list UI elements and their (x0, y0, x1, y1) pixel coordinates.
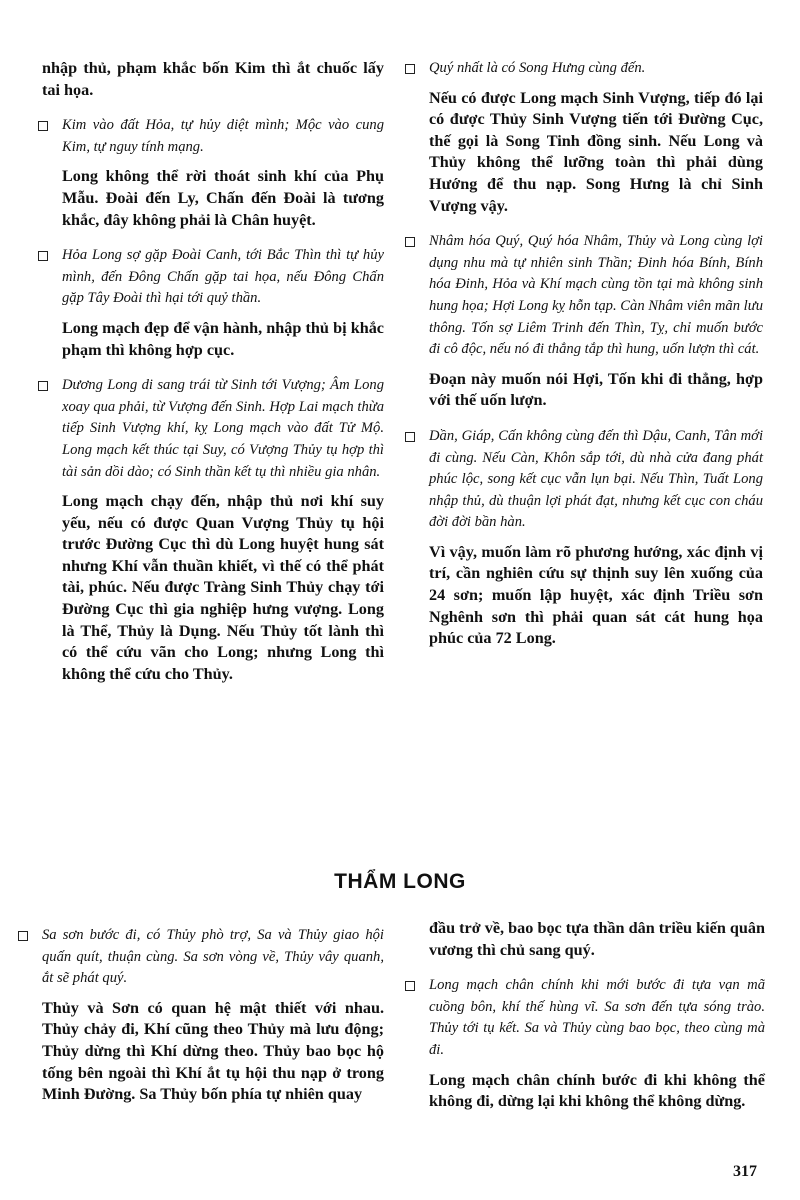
column-bottom-left (18, 925, 384, 1112)
verse-item (38, 375, 384, 483)
checkbox-square-icon (38, 121, 48, 131)
verse-text: Long mạch chân chính khi mới bước đi tựa vạn mã cuồng bôn, khí thế hùng vĩ. Sa sơn đến tựa sóng trào. Thủy tới tụ kết. Sa và Thủy cùng bao bọc, theo cùng mà đi. (429, 977, 765, 1058)
column-bottom-right (405, 918, 765, 1119)
column-top-left (38, 58, 384, 691)
verse-text: Quý nhất là có Song Hưng cùng đến. (429, 60, 646, 76)
section-heading: THẨM LONG (334, 870, 466, 893)
checkbox-square-icon (18, 931, 28, 941)
explanation-text: Long mạch đẹp để vận hành, nhập thủ bị khắc phạm thì không hợp cục. (62, 318, 384, 359)
column-top-right (405, 58, 763, 656)
verse-item (405, 975, 765, 1061)
checkbox-square-icon (38, 251, 48, 261)
explanation-text: Long không thể rời thoát sinh khí của Phụ Mẫu. Đoài đến Ly, Chấn đến Đoài là tương khắc, đây không phải là Chân huyệt. (62, 167, 384, 229)
verse-text: Kim vào đất Hỏa, tự hủy diệt mình; Mộc vào cung Kim, tự nguy tính mạng. (62, 117, 384, 155)
continuation-text: nhập thủ, phạm khắc bốn Kim thì ắt chuốc lấy tai họa. (42, 59, 384, 99)
verse-text: Dương Long di sang trái từ Sinh tới Vượng; Âm Long xoay qua phải, từ Vượng đến Sinh. Hợp Lai mạch thừa tiếp Sinh Vượng khí, kỵ Long mạch vào đất Tử Mộ. Long mạch kết thúc tại Suy, có Vượng Thủy tụ hợp thì tài sản dồi dào; có Sinh thần kết tụ thì nhiều gia nhân. (62, 377, 384, 480)
verse-text: Sa sơn bước đi, có Thủy phò trợ, Sa và Thủy giao hội quấn quít, thuận cùng. Sa sơn vòng về, Thủy vây quanh, ắt sẽ phát quý. (42, 927, 384, 987)
checkbox-square-icon (405, 981, 415, 991)
explanation-text: Thủy và Sơn có quan hệ mật thiết với nhau. Thủy chảy đi, Khí cũng theo Thủy mà lưu động; Thủy dừng thì Khí dừng theo. Thủy bao bọc hộ tống bên ngoài thì Khí ắt tụ hội thu nạp ở trong Minh Đường. Sa Thủy bốn phía tự nhiên quay (42, 998, 384, 1104)
explanation-text: Long mạch chân chính bước đi khi không thể không đi, dừng lại khi không thể không dừng. (429, 1070, 765, 1111)
verse-item (38, 245, 384, 310)
explanation-text: Long mạch chạy đến, nhập thủ nơi khí suy yếu, nếu có được Quan Vượng Thủy tụ hội trước Đường Cục thì dù Long huyệt hung sát nhưng Khí vẫn thuần khiết, vì thế có thể phát tài, phúc. Nếu được Tràng Sinh Thủy chạy tới Đường Cục thì gia nghiệp hưng vượng. Long là Thể, Thủy là Dụng. Nếu Thủy tốt lành thì có thể cứu vãn cho Long; nhưng Long thì không thể cứu cho Thủy. (62, 492, 384, 683)
verse-text: Nhâm hóa Quý, Quý hóa Nhâm, Thủy và Long cùng lợi dụng nhu mà tự nhiên sinh Thần; Đinh hóa Bính, Bính hóa Đinh, Hỏa và Khí mạch cùng tồn tại mà không sinh hung họa; Hợi Long kỵ hỗn tạp. Càn Nhâm viên mãn lưu thông. Tốn sợ Liêm Trinh đến Thìn, Tỵ, chỉ muốn bước đi cô độc, nếu nó đi thẳng tắp thì hung, uốn lượn thì cát. (429, 233, 763, 358)
checkbox-square-icon (405, 237, 415, 247)
explanation-text: Vì vậy, muốn làm rõ phương hướng, xác định vị trí, cần nghiên cứu sự thịnh suy lên xuống của 24 sơn; muốn lập huyệt, xác định Triều sơn Nghênh sơn thì phải quan sát cát hung họa phúc của 72 Long. (429, 542, 763, 648)
verse-item (405, 231, 763, 361)
explanation-text: Đoạn này muốn nói Hợi, Tốn khi đi thẳng, hợp với thế uốn lượn. (429, 369, 763, 410)
verse-item (18, 925, 384, 990)
verse-text: Hỏa Long sợ gặp Đoài Canh, tới Bắc Thìn thì tự hủy mình, đến Đông Chấn gặp tai họa, nếu Đông Chấn gặp Tây Đoài thì hại tới quỷ thần. (62, 247, 384, 307)
page-number: 317 (733, 1163, 757, 1180)
verse-item (405, 58, 763, 80)
verse-item (405, 426, 763, 534)
verse-item (38, 115, 384, 158)
explanation-text: Nếu có được Long mạch Sinh Vượng, tiếp đó lại có được Thủy Sinh Vượng tiến tới Đường Cục, thế gọi là Song Tinh đồng sinh. Nếu Long và Thủy không thể lưỡng toàn thì phải dùng Hướng để thu nạp. Song Hưng là chỉ Sinh Vượng vậy. (429, 88, 763, 215)
checkbox-square-icon (38, 381, 48, 391)
checkbox-square-icon (405, 64, 415, 74)
continuation-text: đầu trở về, bao bọc tựa thần dân triều kiến quân vương thì chủ sang quý. (429, 919, 765, 959)
checkbox-square-icon (405, 432, 415, 442)
verse-text: Dần, Giáp, Cấn không cùng đến thì Dậu, Canh, Tân mới đi cùng. Nếu Càn, Khôn sắp tới, dù nhà cửa đang phát phúc lộc, song kết cục vẫn lụn bại. Nếu Thìn, Tuất Long nhập thủ, dù thuận lợi phát đạt, nhưng kết cục con cháu đời đời bần hàn. (429, 427, 763, 531)
